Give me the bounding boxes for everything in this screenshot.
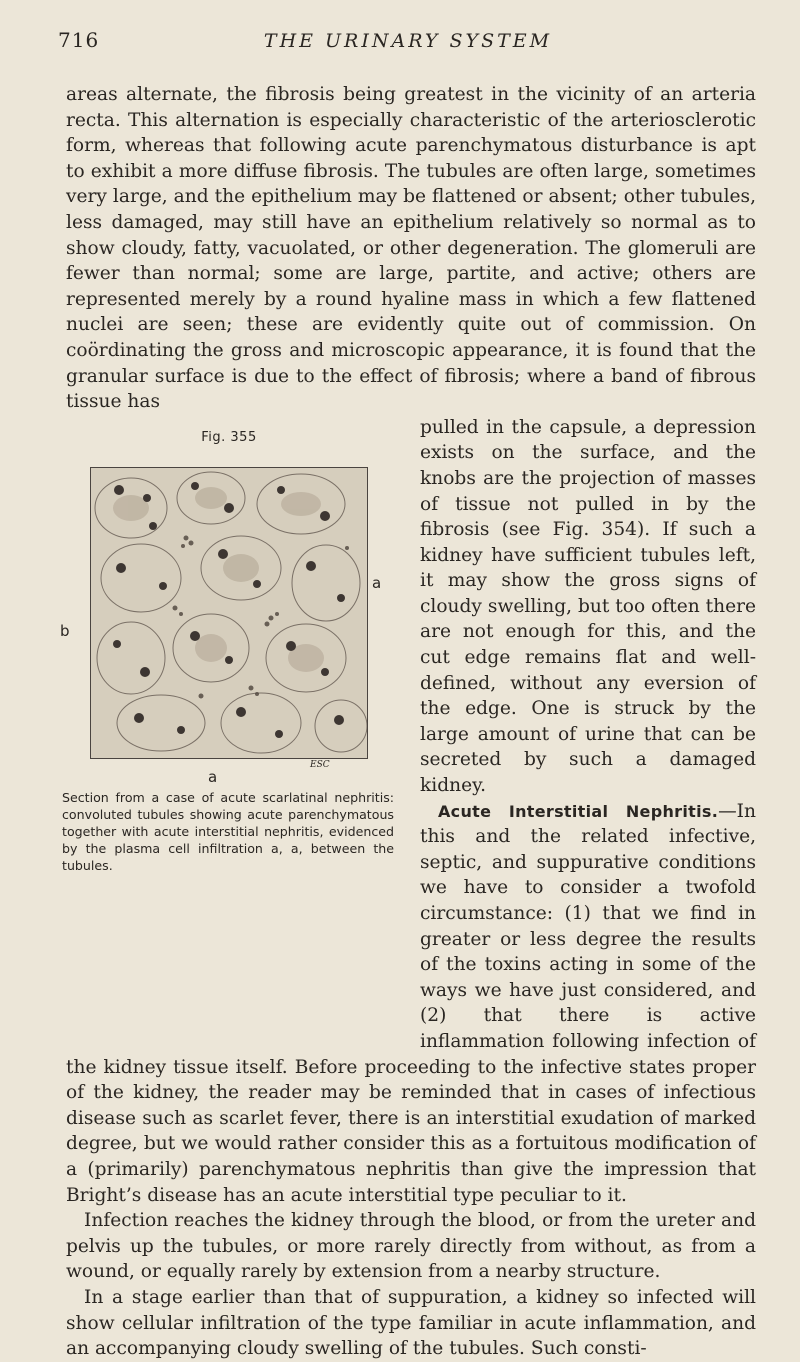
paragraph-2-text: —In this and the related infective, septic, and suppurative conditions we have to consider a twofold circumstance: (1) that we find in greater or less degree the results of the toxins acting in some of the ways we have just considered, and (2) that there is active inflammation following infection of the kidney tissue itself. Before proceeding to the infective states proper of the kidney, the reader may be reminded that in cases of infectious disease such as scarlet fever, there is an interstitial exudation of marked degree, but we would rather consider this as a fortuitous modification of a (primarily) parenchymatous nephritis than give the impression that Bright’s disease has an acute interstitial type peculiar to it. [66, 800, 756, 1206]
section-heading-acute-interstitial-nephritis: Acute Interstitial Nephritis. [438, 801, 719, 821]
micrograph-image [90, 467, 368, 759]
figure-355 [56, 421, 402, 1049]
figure-letter-a-top: a [372, 573, 382, 592]
page-header [58, 18, 758, 58]
running-head: THE URINARY SYSTEM [263, 30, 553, 52]
paragraph-3: Infection reaches the kidney through the blood, or from the ureter and pelvis up the tubules, or more rarely directly from without, as from a wound, or equally rarely by extension from a nearby structure. [66, 1210, 756, 1283]
body-text [60, 82, 756, 1362]
paragraph-1-text-top: areas alternate, the fibrosis being greatest in the vicinity of an arteria recta. This alternation is especially characteristic of the arteriosclerotic form, whereas that following acute parenchymatous disturbance is apt to exhibit a more diffuse fibrosis. The tubules are often large, sometimes very large, and the epithelium may be flattened or absent; other tubules, less damaged, may still have an epithelium relatively so normal as to show cloudy, fatty, vacuolated, or other degeneration. The glomeruli are fewer than normal; some are large, partite, and active; others are represented merely by a round hyaline mass in which a few flattened nuclei are seen; these are evidently quite out of commission. On coördinating the gross and microscopic appearance, it is found that the granular surface is due to the effect of fibrosis; where a band of fibrous tissue has [66, 84, 756, 413]
paragraph-4: In a stage earlier than that of suppuration, a kidney so infected will show cellular infiltration of the type familiar in acute inflammation, and an accompanying cloudy swelling of the tubules. Such consti- [66, 1286, 756, 1360]
figure-caption: Section from a case of acute scarlatinal nephritis: convoluted tubules showing acute parenchymatous together with acute interstitial nephritis, evidenced by the plasma cell infiltration a, a, between the tubules. [62, 789, 394, 873]
paragraph-1-text-beside-figure: pulled in the capsule, a depression exists on the surface, and the knobs are the projection of masses of tissue not pulled in by the fibrosis (see Fig. 354). If such a kidney have sufficient tubules left, it may show the gross signs of cloudy swelling, but too often there are not enough for this, and the cut edge remains flat and well-defined, without any eversion of the edge. One is struck by the large amount of urine that can be secreted by such a damaged kidney. [420, 416, 756, 797]
paragraph-1 [66, 82, 756, 415]
figure-artist-initials: ESC [310, 759, 330, 770]
figure-label: Fig. 355 [201, 429, 257, 445]
figure-letter-b: b [60, 621, 70, 640]
figure-letter-a-bottom: a [208, 767, 218, 786]
page-number: 716 [58, 28, 100, 52]
micrograph-drawing [91, 468, 367, 758]
